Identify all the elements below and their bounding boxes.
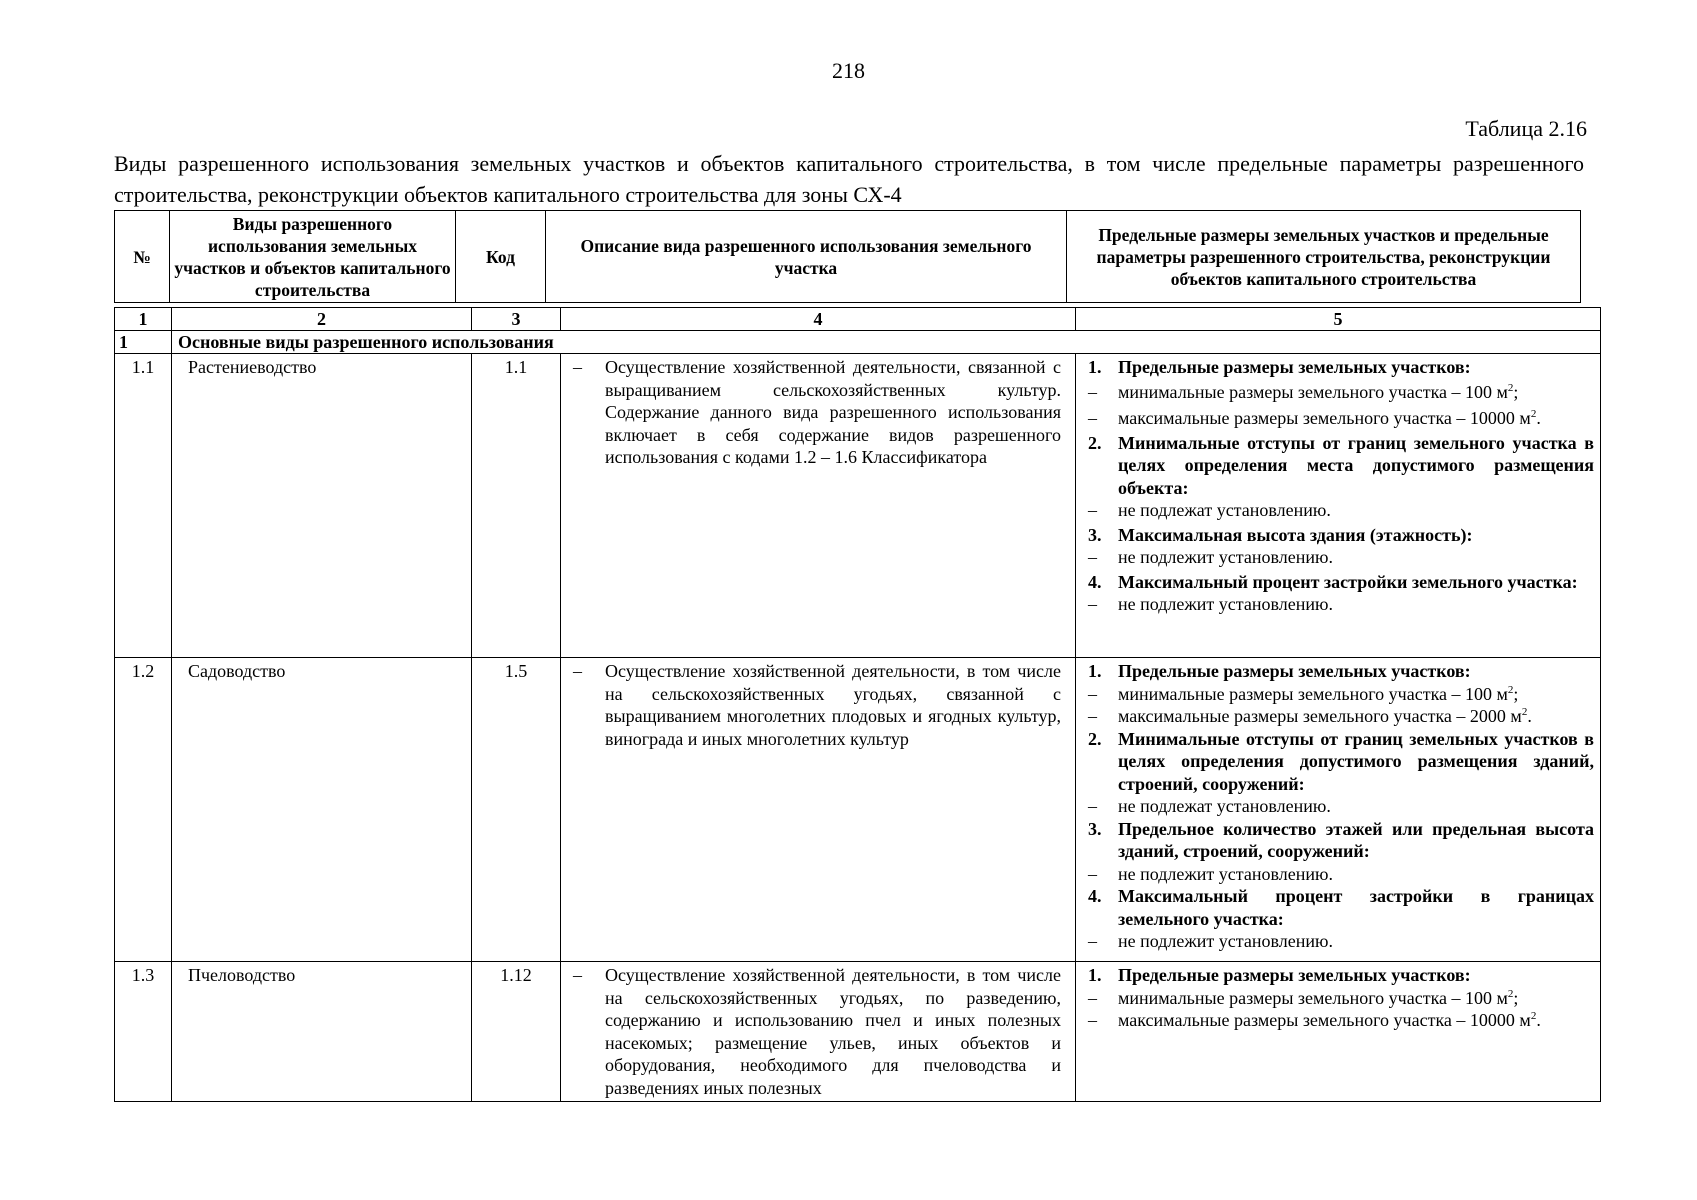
bullet-dash: – [1088,500,1097,520]
param-number: 3. [1088,524,1102,545]
bullet-dash: – [1088,683,1097,704]
column-number: 4 [561,308,1076,331]
punctuation: . [1536,1010,1541,1030]
column-number: 3 [472,308,561,331]
bullet-dash: – [1088,1010,1097,1030]
param-title: Предельные размеры земельных участков: [1118,661,1471,681]
bullet-dash: – [1088,987,1097,1008]
bullet-dash: – [1088,796,1097,816]
unit-exponent: 2 [1530,1010,1537,1022]
unit-exponent: 2 [1521,706,1528,718]
param-value: не подлежит установлению. [1118,547,1333,567]
row-code: 1.5 [472,658,561,962]
param-title: Максимальный процент застройки земельного участка: [1118,571,1578,592]
row-number: 1.1 [115,354,172,658]
row-parameters [1076,354,1601,658]
row-code: 1.1 [472,354,561,658]
punctuation: ; [1513,381,1519,402]
unit-exponent: 2 [1530,408,1537,420]
param-value: не подлежит установлению. [1118,863,1333,884]
row-parameters [1076,658,1601,962]
param-value: минимальные размеры земельного участка – 100 [1118,683,1497,704]
punctuation: ; [1513,987,1519,1008]
table-header [114,210,1581,303]
param-number: 2. [1088,432,1102,453]
param-title: Минимальные отступы от границ земельного участка в целях определения места допустимого размещения объекта: [1118,432,1594,498]
unit-exponent: 2 [1507,683,1514,696]
bullet-dash: – [1088,594,1097,614]
bullet-dash: – [1088,408,1097,428]
row-number: 1.3 [115,962,172,1102]
column-number: 5 [1076,308,1601,331]
unit-exponent: 2 [1507,381,1514,394]
param-number: 2. [1088,728,1102,749]
param-value: максимальные размеры земельного участка – 2000 [1118,706,1511,726]
param-value: максимальные размеры земельного участка – 10000 [1118,1010,1520,1030]
param-value: не подлежат установлению. [1118,796,1331,816]
description-text: Осуществление хозяйственной деятельности, в том числе на сельскохозяйственных угодьях, связанной с выращиванием многолетних плодовых и ягодных культур, винограда и иных многолетних культур [605,661,1061,749]
unit-exponent: 2 [1507,987,1514,1000]
column-number: 1 [115,308,172,331]
param-number: 1. [1088,965,1102,985]
bullet-dash: – [573,661,582,681]
header-description: Описание вида разрешенного использования земельного участка [546,211,1067,303]
description-text: Осуществление хозяйственной деятельности, связанной с выращиванием сельскохозяйственных культур. Содержание данного вида разрешенного использования включает в себя содержание видов разрешенного использования с кодами 1.2 – 1.6 Классификатора [605,357,1061,467]
param-title: Предельные размеры земельных участков: [1118,965,1471,985]
param-number: 4. [1088,886,1102,906]
param-value: не подлежит установлению. [1118,931,1333,951]
bullet-dash: – [573,357,582,377]
param-title: Предельные размеры земельных участков: [1118,357,1471,377]
row-use-type: Растениеводство [172,354,472,658]
param-title: Предельное количество этажей или предельная высота зданий, строений, сооружений: [1118,818,1594,861]
row-parameters [1076,962,1601,1102]
param-value: не подлежит установлению. [1118,594,1333,614]
row-use-type: Садоводство [172,658,472,962]
unit: м [1496,987,1508,1008]
row-number: 1.2 [115,658,172,962]
param-value: максимальные размеры земельного участка – 10000 [1118,408,1520,428]
bullet-dash: – [1088,863,1097,884]
column-number: 2 [172,308,472,331]
unit: м [1519,1010,1531,1030]
section-number: 1 [115,331,172,354]
bullet-dash: – [1088,706,1097,726]
table-row [115,354,1601,658]
row-description [561,354,1076,658]
bullet-dash: – [573,965,582,985]
punctuation: ; [1513,683,1519,704]
param-title: Минимальные отступы от границ земельных участков в целях определения допустимого размещения зданий, строений, сооружений: [1118,728,1594,794]
description-text: Осуществление хозяйственной деятельности, в том числе на сельскохозяйственных угодьях, по разведению, содержанию и использованию пчел и иных полезных насекомых; размещение ульев, иных объектов и оборудования, необходимого для пчеловодства и разведениях иных полезных [605,965,1061,1098]
header-code: Код [456,211,546,303]
unit: м [1496,683,1508,704]
page-number: 218 [832,58,865,83]
unit: м [1496,381,1508,402]
param-number: 1. [1088,357,1102,377]
bullet-dash: – [1088,547,1097,567]
section-row [115,331,1601,354]
row-description [561,658,1076,962]
header-number: № [115,211,170,303]
param-number: 4. [1088,571,1102,592]
table-caption: Виды разрешенного использования земельных участков и объектов капитального строительства, в том числе предельные параметры разрешенного строительства, реконструкции объектов капитального строительства для зоны СХ-4 [114,151,1584,207]
bullet-dash: – [1088,381,1097,402]
param-title: Максимальный процент застройки в границах земельного участка: [1118,886,1594,929]
param-value: минимальные размеры земельного участка – 100 [1118,987,1497,1008]
header-use-type: Виды разрешенного использования земельных участков и объектов капитального строительства [170,211,456,303]
param-number: 1. [1088,661,1102,681]
param-value: минимальные размеры земельного участка – 100 [1118,381,1497,402]
param-title: Максимальная высота здания (этажность): [1118,524,1473,545]
unit: м [1519,408,1531,428]
row-description [561,962,1076,1102]
table-label: Таблица 2.16 [1465,116,1587,141]
main-table [114,307,1601,1102]
punctuation: . [1527,706,1532,726]
row-use-type: Пчеловодство [172,962,472,1102]
row-code: 1.12 [472,962,561,1102]
section-title: Основные виды разрешенного использования [172,331,1601,354]
header-parameters: Предельные размеры земельных участков и предельные параметры разрешенного строительства, реконструкции объектов капитального строительства [1067,211,1581,303]
column-numbers-row [115,308,1601,331]
unit: м [1510,706,1522,726]
table-row [115,962,1601,1102]
table-row [115,658,1601,962]
param-number: 3. [1088,818,1102,839]
bullet-dash: – [1088,931,1097,951]
param-value: не подлежат установлению. [1118,500,1331,520]
punctuation: . [1536,408,1541,428]
